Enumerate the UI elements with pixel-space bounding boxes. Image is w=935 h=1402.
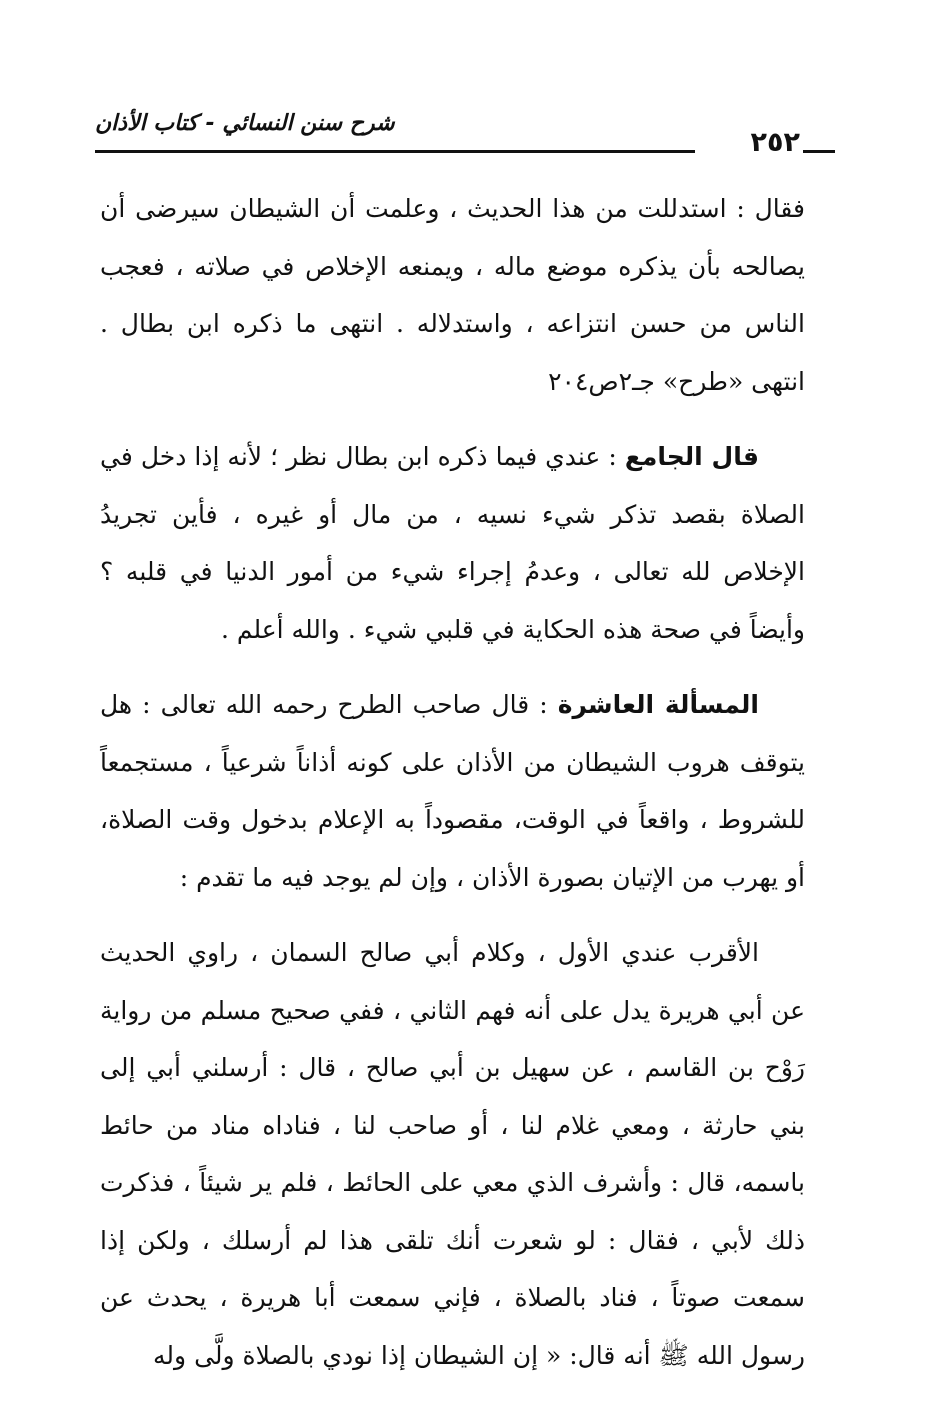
- paragraph-4: [100, 924, 805, 1384]
- paragraph-text: : عندي فيما ذكره ابن بطال نظر ؛ لأنه إذا دخل في الصلاة بقصد تذكر شيء نسيه ، من مال أو غيره ، فأين تجريدُ الإخلاص لله تعالى ، وعدمُ إجراء شيء من أمور الدنيا في قلبه ؟ وأيضاً في صحة هذه الحكاية في قلبي شيء . والله أعلم .: [100, 442, 805, 644]
- paragraph-text: الأقرب عندي الأول ، وكلام أبي صالح السمان ، راوي الحديث عن أبي هريرة يدل على أنه فهم الثاني ، ففي صحيح مسلم من رواية رَوْح بن القاسم ، عن سهيل بن أبي صالح ، قال : أرسلني أبي إلى بني حارثة ، ومعي غلام لنا ، أو صاحب لنا ، فناداه مناد من حائط باسمه، قال : وأشرف الذي معي على الحائط ، فلم ير شيئاً ، فذكرت ذلك لأبي ، فقال : لو شعرت أنك تلقى هذا لم أرسلك ، ولكن إذا سمعت صوتاً ، فناد بالصلاة ، فإني سمعت أبا هريرة ، يحدث عن رسول الله ﷺ أنه قال: « إن الشيطان إذا نودي بالصلاة ولَّى وله: [100, 938, 805, 1370]
- paragraph-1: [100, 180, 805, 410]
- paragraph-text: : قال صاحب الطرح رحمه الله تعالى : هل يتوقف هروب الشيطان من الأذان على كونه أذاناً شرعياً ، مستجمعاً للشروط ، واقعاً في الوقت، مقصوداً به الإعلام بدخول وقت الصلاة، أو يهرب من الإتيان بصورة الأذان ، وإن لم يوجد فيه ما تقدم :: [100, 690, 805, 892]
- body-text: [100, 180, 805, 1402]
- paragraph-label: قال الجامع: [624, 442, 759, 471]
- page-number: ٢٥٢: [750, 127, 800, 158]
- running-title: شرح سنن النسائي - كتاب الأذان: [95, 111, 395, 136]
- header-rule-short: [803, 150, 835, 153]
- paragraph-label: المسألة العاشرة: [557, 690, 759, 719]
- paragraph-text: فقال : استدللت من هذا الحديث ، وعلمت أن الشيطان سيرضى أن يصالحه بأن يذكره موضع ماله ، ويمنعه الإخلاص في صلاته ، فعجب الناس من حسن انتزاعه ، واستدلاله . انتهى ما ذكره ابن بطال . انتهى «طرح» جـ٢ص٢٠٤: [100, 194, 805, 396]
- page-header: [95, 105, 800, 165]
- paragraph-2: [100, 428, 805, 658]
- paragraph-3: [100, 676, 805, 906]
- header-rule: [95, 150, 695, 153]
